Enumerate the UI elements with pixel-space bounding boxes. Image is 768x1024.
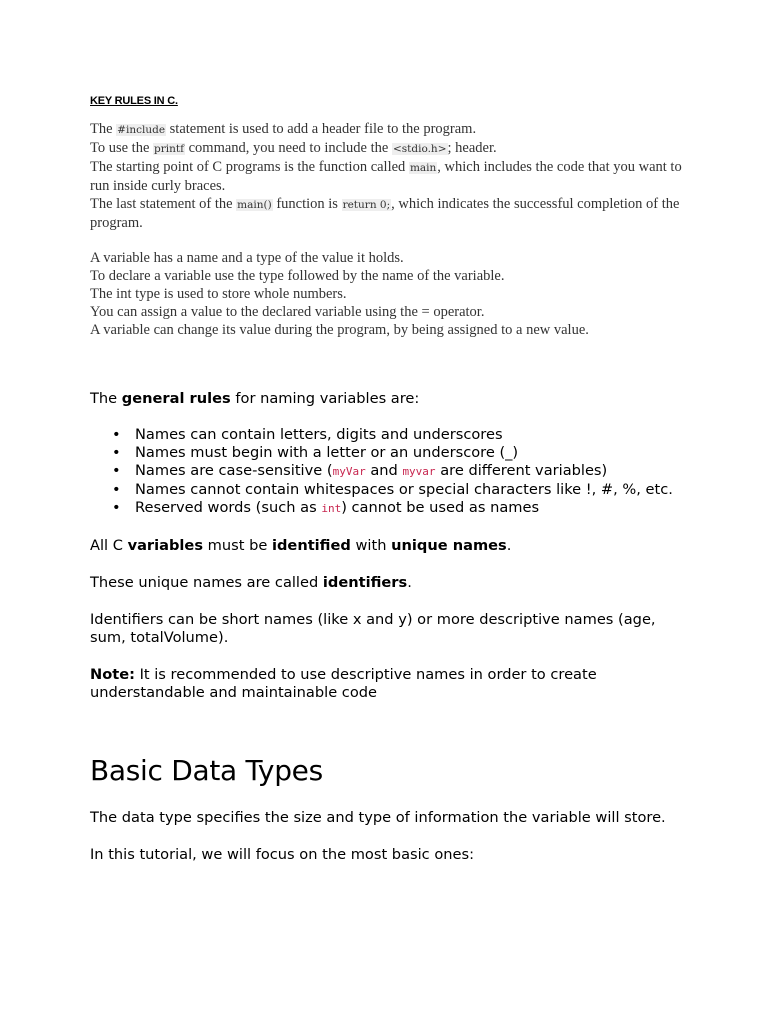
identified-paragraph — [90, 537, 690, 555]
text-run: , which indicates the successful completion of the program. — [90, 196, 680, 231]
list-item — [90, 426, 690, 444]
naming-intro — [90, 390, 690, 408]
text-run: Names are case-sensitive ( — [135, 462, 333, 479]
text-run: . — [506, 537, 512, 554]
tutorial-focus-paragraph: In this tutorial, we will focus on the most basic ones: — [90, 846, 475, 863]
inline-code: return 0; — [342, 199, 391, 211]
bold-text: general rules — [121, 390, 231, 407]
basic-data-types-heading: Basic Data Types — [90, 754, 323, 787]
text-run: and — [365, 462, 403, 479]
text-run: Reserved words (such as — [135, 499, 322, 516]
text-run: command, you need to include the — [184, 140, 392, 156]
identifiers-paragraph — [90, 574, 690, 592]
text-run: with — [350, 537, 392, 554]
text-run: are different variables) — [435, 462, 608, 479]
inline-code: myVar — [332, 465, 366, 478]
text-run: The starting point of C programs is the function called — [90, 159, 409, 175]
text-run: for naming variables are: — [230, 390, 420, 407]
text-run: ; header. — [447, 140, 497, 156]
bullet-icon: • — [112, 481, 121, 498]
bullet-icon: • — [112, 462, 121, 479]
text-run: All C — [90, 537, 128, 554]
key-rules-heading: KEY RULES IN C. — [90, 95, 178, 107]
bullet-icon: • — [112, 426, 121, 443]
key-rules-paragraph-1 — [90, 120, 690, 232]
list-item-text: Names must begin with a letter or an underscore (_) — [135, 444, 519, 461]
text-run: statement is used to add a header file to the program. — [166, 121, 477, 137]
text-line: To declare a variable use the type followed by the name of the variable. — [90, 268, 505, 284]
naming-rules-list — [90, 426, 690, 518]
inline-code: int — [321, 502, 342, 515]
inline-code: myvar — [402, 465, 436, 478]
text-run: The — [90, 390, 122, 407]
text-run: , which includes the code that you want to run inside curly braces. — [90, 159, 682, 194]
inline-code: #include — [117, 124, 166, 136]
bold-text: identified — [271, 537, 351, 554]
list-item-text: Names cannot contain whitespaces or special characters like !, #, %, etc. — [135, 481, 673, 498]
text-run: must be — [203, 537, 272, 554]
list-item — [90, 462, 690, 481]
list-item — [90, 499, 690, 518]
bold-text: unique names — [391, 537, 507, 554]
bold-text: variables — [127, 537, 204, 554]
inline-code: main — [409, 162, 437, 174]
note-paragraph — [90, 666, 690, 702]
inline-code: printf — [154, 143, 184, 155]
bold-text: identifiers — [322, 574, 408, 591]
text-run: The last statement of the — [90, 196, 237, 212]
note-label: Note: — [90, 666, 135, 683]
data-type-description: The data type specifies the size and type of information the variable will store. — [90, 809, 666, 826]
key-rules-paragraph-2 — [90, 249, 690, 339]
inline-code: <stdio.h> — [392, 143, 447, 155]
note-text: It is recommended to use descriptive names in order to create understandable and maintainable code — [90, 666, 597, 701]
text-line: A variable can change its value during the program, by being assigned to a new value. — [90, 322, 589, 338]
text-run: To use the — [90, 140, 154, 156]
list-item-text: Names can contain letters, digits and underscores — [135, 426, 503, 443]
text-line: The int type is used to store whole numbers. — [90, 286, 347, 302]
text-run: . — [407, 574, 412, 591]
inline-code: main() — [237, 199, 272, 211]
identifiers-description: Identifiers can be short names (like x and y) or more descriptive names (age, sum, totalVolume). — [90, 611, 656, 646]
bullet-icon: • — [112, 444, 121, 461]
text-run: These unique names are called — [90, 574, 323, 591]
text-run: ) cannot be used as names — [341, 499, 540, 516]
document-page — [90, 90, 690, 864]
text-run: function is — [272, 196, 342, 212]
bullet-icon: • — [112, 499, 121, 516]
list-item — [90, 481, 690, 499]
list-item — [90, 444, 690, 462]
text-run: The — [90, 121, 117, 137]
text-line: A variable has a name and a type of the value it holds. — [90, 250, 404, 266]
text-line: You can assign a value to the declared variable using the = operator. — [90, 304, 485, 320]
